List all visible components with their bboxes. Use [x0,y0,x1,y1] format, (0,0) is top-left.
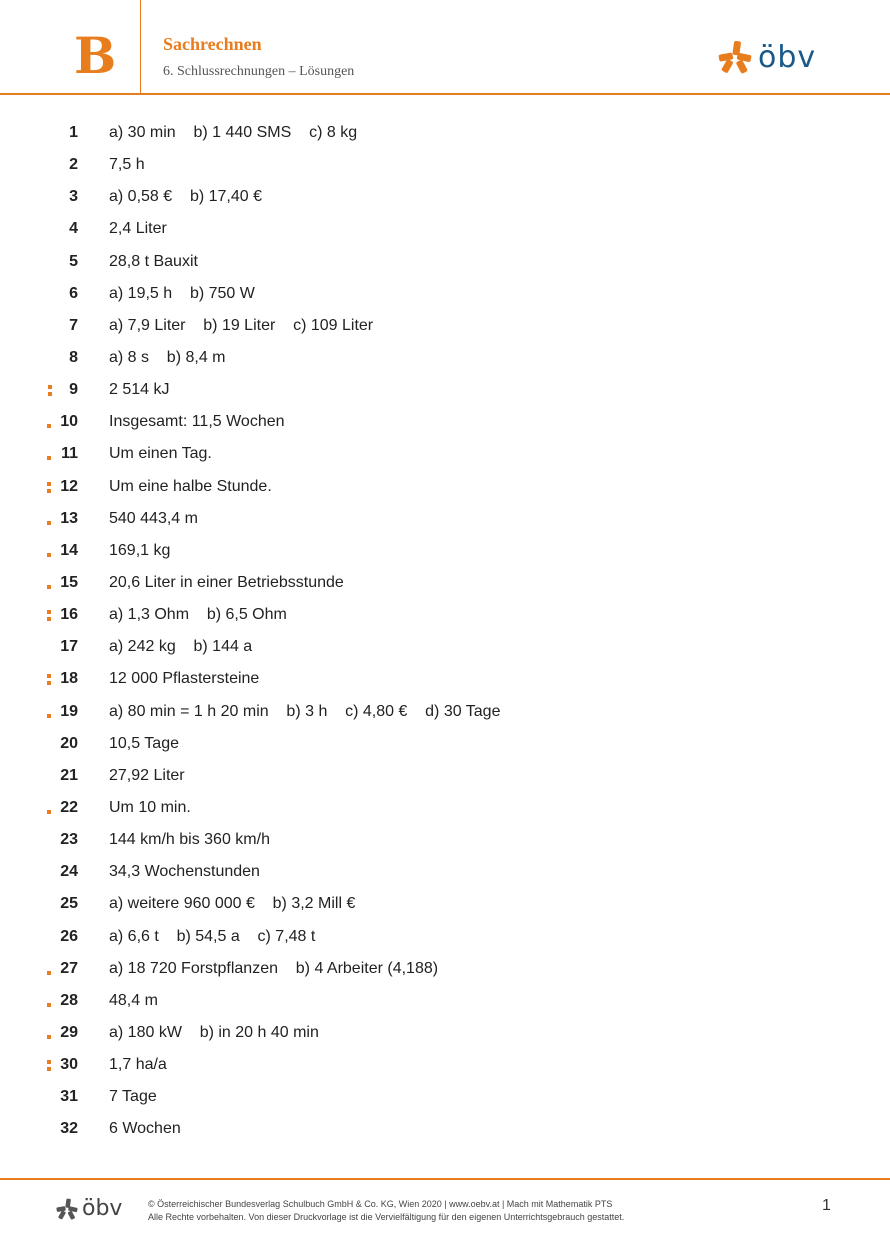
asterisk-logo-icon [56,1198,78,1220]
task-number: 22 [60,798,78,816]
header-rule [0,93,890,95]
copyright-line-2: Alle Rechte vorbehalten. Von dieser Druckvorlage ist die Vervielfältigung für den eigenen Unterrichtsgebrauch gestattet. [148,1212,625,1222]
task-number: 3 [69,188,78,206]
task-number: 5 [69,252,78,270]
answer-row [0,567,890,599]
copyright-line-1: © Österreichischer Bundesverlag Schulbuch GmbH & Co. KG, Wien 2020 | www.oebv.at | Mach mit Mathematik PTS [148,1199,613,1209]
answer-text: a) 30 min b) 1 440 SMS c) 8 kg [109,124,358,141]
answer-row [0,406,890,438]
task-number: 6 [69,284,78,302]
difficulty-double-marker-icon [47,479,52,495]
task-number: 19 [60,702,78,720]
task-number: 23 [60,831,78,849]
difficulty-double-marker-icon [47,671,52,687]
answer-text: 6 Wochen [109,1120,181,1138]
task-number: 4 [69,220,78,238]
answer-text: 144 km/h bis 360 km/h [109,831,270,849]
answer-text: a) 18 720 Forstpflanzen b) 4 Arbeiter (4,188) [109,959,439,977]
task-number: 15 [60,573,78,591]
task-number: 32 [60,1120,78,1138]
task-number: 29 [60,1023,78,1041]
task-number: 11 [61,445,78,463]
difficulty-single-marker-icon [47,446,52,462]
difficulty-single-marker-icon [47,800,52,816]
answer-row [0,953,890,985]
answer-text: Um eine halbe Stunde. [109,477,272,495]
difficulty-single-marker-icon [47,993,52,1009]
answer-text: a) 0,58 € b) 17,40 € [109,188,262,206]
task-number: 27 [60,959,78,977]
footer-logo [56,1196,122,1221]
answer-text: 7 Tage [109,1088,157,1106]
answer-row [0,278,890,310]
answer-text: 27,92 Liter [109,766,185,784]
difficulty-single-marker-icon [47,575,52,591]
answer-text: a) 1,3 Ohm b) 6,5 Ohm [109,606,287,624]
task-number: 12 [60,477,78,495]
answer-text: a) 19,5 h b) 750 W [109,284,255,302]
answer-row [0,599,890,631]
task-number: 14 [60,541,78,559]
answer-row [0,149,890,181]
answer-list [0,117,890,1146]
difficulty-double-marker-icon [47,607,52,623]
answer-text: 2,4 Liter [109,220,167,238]
logo-text: öbv [758,39,817,75]
task-number: 8 [69,348,78,366]
answer-row [0,213,890,245]
answer-row [0,824,890,856]
answer-row [0,1049,890,1081]
difficulty-single-marker-icon [47,414,52,430]
answer-row [0,374,890,406]
answer-row [0,438,890,470]
task-number: 26 [60,927,78,945]
answer-row [0,1081,890,1113]
answer-text: a) 80 min = 1 h 20 min b) 3 h c) 4,80 € d) 30 Tage [109,702,501,720]
task-number: 21 [60,766,78,784]
answer-text: a) 242 kg b) 144 a [109,638,253,656]
answer-row [0,1113,890,1145]
task-number: 18 [60,670,78,688]
answer-text: Insgesamt: 11,5 Wochen [109,413,285,431]
footer-logo-text: öbv [82,1196,123,1221]
difficulty-double-marker-icon [48,382,53,398]
header-divider [140,0,141,93]
answer-text: 12 000 Pflastersteine [109,670,260,688]
answer-text: 28,8 t Bauxit [109,252,198,270]
task-number: 9 [69,381,78,399]
answer-text: 7,5 h [109,156,145,174]
answer-text: a) 180 kW b) in 20 h 40 min [109,1023,319,1041]
task-number: 13 [60,509,78,527]
answer-row [0,663,890,695]
answer-text: 48,4 m [109,991,158,1009]
page-subtitle: 6. Schlussrechnungen – Lösungen [163,64,355,79]
task-number: 1 [69,124,78,141]
task-number: 2 [69,156,78,174]
answer-text: 2 514 kJ [109,381,170,399]
answer-row [0,310,890,342]
answer-row [0,117,890,149]
difficulty-single-marker-icon [47,543,52,559]
task-number: 31 [60,1088,78,1106]
answer-text: 10,5 Tage [109,734,179,752]
answer-row [0,921,890,953]
task-number: 28 [60,991,78,1009]
answer-row [0,985,890,1017]
answer-row [0,246,890,278]
asterisk-logo-icon [718,40,752,74]
answer-row [0,503,890,535]
difficulty-single-marker-icon [47,704,52,720]
task-number: 17 [60,638,78,656]
task-number: 30 [60,1056,78,1074]
answer-row [0,342,890,374]
answer-row [0,888,890,920]
answer-row [0,631,890,663]
answer-text: a) 7,9 Liter b) 19 Liter c) 109 Liter [109,316,374,334]
answer-row [0,1017,890,1049]
difficulty-double-marker-icon [47,1057,52,1073]
answer-row [0,696,890,728]
page-title: Sachrechnen [163,34,262,54]
answer-row [0,760,890,792]
task-number: 25 [60,895,78,913]
difficulty-single-marker-icon [47,1025,52,1041]
answer-row [0,535,890,567]
task-number: 24 [60,863,78,881]
answer-text: a) weitere 960 000 € b) 3,2 Mill € [109,895,356,913]
task-number: 10 [60,413,78,431]
task-number: 16 [60,606,78,624]
answer-text: 540 443,4 m [109,509,198,527]
answer-row [0,856,890,888]
answer-text: Um 10 min. [109,798,191,816]
answer-text: 34,3 Wochenstunden [109,863,260,881]
copyright-notice [148,1198,624,1224]
difficulty-single-marker-icon [47,961,52,977]
task-number: 7 [69,316,78,334]
page-header [0,0,890,94]
answer-text: 1,7 ha/a [109,1056,167,1074]
part-letter: B [74,26,117,85]
answer-row [0,728,890,760]
answer-text: 169,1 kg [109,541,171,559]
answer-row [0,181,890,213]
task-number: 20 [60,734,78,752]
publisher-logo [718,40,816,74]
answer-row [0,792,890,824]
answer-text: Um einen Tag. [109,445,212,463]
answer-text: 20,6 Liter in einer Betriebsstunde [109,573,344,591]
difficulty-single-marker-icon [47,511,52,527]
answer-text: a) 6,6 t b) 54,5 a c) 7,48 t [109,927,316,945]
answer-text: a) 8 s b) 8,4 m [109,348,226,366]
page-number: 1 [822,1197,831,1214]
answer-row [0,471,890,503]
footer-rule [0,1178,890,1180]
